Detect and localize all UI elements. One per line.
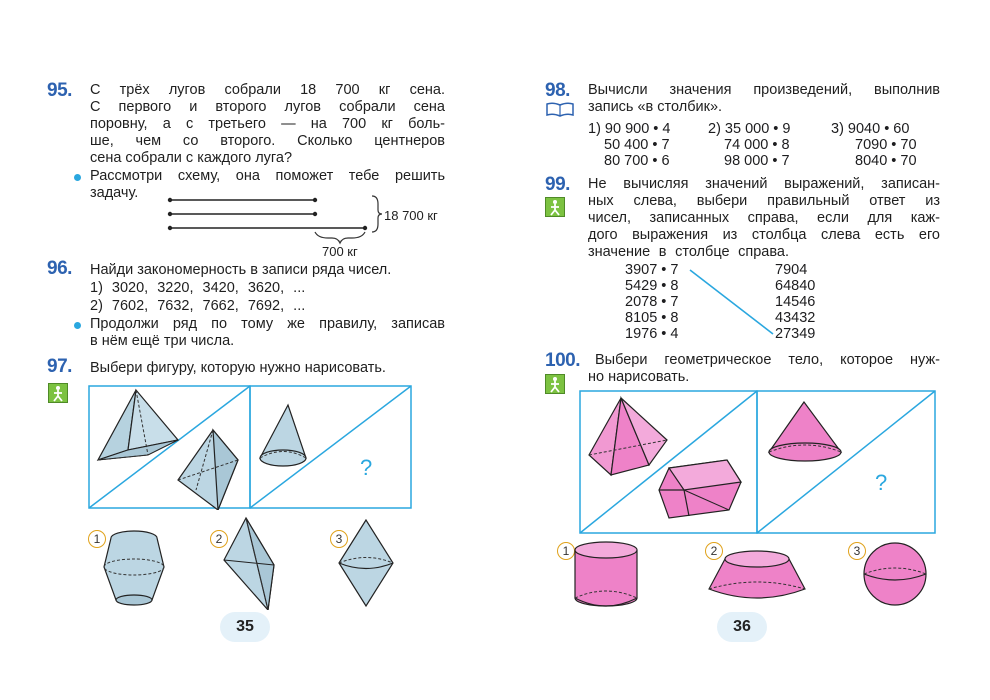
product-1b: 50 400 • 7 (604, 137, 670, 153)
bipyramid-shape (178, 430, 238, 510)
task-96-number: 96. (47, 258, 72, 279)
answer-4: 43432 (775, 310, 816, 326)
option-3-badge[interactable]: 3 (848, 542, 866, 560)
product-3c: 8040 • 70 (855, 153, 917, 169)
product-2a: 2) 35 000 • 9 (708, 121, 791, 137)
expression-5: 1976 • 4 (625, 326, 679, 342)
task-100-number: 100. (545, 350, 580, 371)
option-3-pink-sphere-shape[interactable] (861, 540, 931, 610)
hard-task-icon (545, 197, 565, 217)
cone-shape (260, 405, 306, 466)
task-99-line-4: дого выражения из столбца слева есть его (588, 227, 940, 243)
task-99-line-2: ных слева, выбери правильный ответ из (588, 193, 940, 209)
pink-cone-shape (769, 402, 841, 461)
task-99-line-1: Не вычисляя значений выражений, записан- (588, 176, 940, 192)
task-97-number: 97. (47, 356, 72, 377)
task-98-number: 98. (545, 80, 570, 101)
answer-5: 27349 (775, 326, 816, 342)
scheme-extra-label: 700 кг (322, 244, 358, 259)
task-98-line-2: запись «в столбик». (588, 99, 723, 115)
question-mark: ? (875, 470, 888, 495)
product-3b: 7090 • 70 (855, 137, 917, 153)
task-95-hint-line-1: Рассмотри схему, она поможет тебе решить (90, 168, 445, 184)
option-2-badge[interactable]: 2 (210, 530, 228, 548)
hard-task-icon (545, 374, 565, 394)
task-95-scheme (160, 190, 460, 260)
option-1-truncated-cone-shape[interactable] (100, 522, 170, 607)
task-95-line-4: ше, чем со второго. Сколько центнеров (90, 133, 445, 149)
task-96-line-1: Найди закономерность в записи ряда чисел. (90, 262, 392, 278)
option-3-badge[interactable]: 3 (330, 530, 348, 548)
question-mark: ? (360, 455, 373, 480)
task-95-number: 95. (47, 80, 72, 101)
task-99-line-5: значение в столбце справа. (588, 244, 789, 260)
pink-pyramid-shape (589, 398, 667, 475)
page-number-35: 35 (220, 612, 270, 642)
expression-1: 3907 • 7 (625, 262, 679, 278)
answer-1: 7904 (775, 262, 808, 278)
option-1-pink-cylinder-shape[interactable] (571, 538, 643, 608)
task-96-series-1: 1) 3020, 3220, 3420, 3620, ... (90, 280, 306, 296)
task-100-line-2: но нарисовать. (588, 369, 690, 385)
option-1-badge[interactable]: 1 (88, 530, 106, 548)
product-2c: 98 000 • 7 (724, 153, 790, 169)
task-95-hint-line-2: задачу. (90, 185, 139, 201)
option-2-badge[interactable]: 2 (705, 542, 723, 560)
task-97-figure-frame (88, 385, 413, 510)
product-1c: 80 700 • 6 (604, 153, 670, 169)
product-2b: 74 000 • 8 (724, 137, 790, 153)
answer-2: 64840 (775, 278, 816, 294)
product-1a: 1) 90 900 • 4 (588, 121, 671, 137)
option-3-double-cone-shape[interactable] (336, 518, 396, 608)
expression-3: 2078 • 7 (625, 294, 679, 310)
task-99-line-3: чисел, записанных справа, если для каж- (588, 210, 940, 226)
task-97-line-1: Выбери фигуру, которую нужно нарисовать. (90, 360, 386, 376)
matching-line (685, 262, 785, 342)
option-1-badge[interactable]: 1 (557, 542, 575, 560)
task-95-line-2: С первого и второго лугов собрали сена (90, 99, 445, 115)
option-2-bipyramid-shape[interactable] (218, 515, 278, 610)
book-icon (545, 101, 575, 117)
hint-bullet-icon (74, 322, 81, 329)
right-page (495, 0, 990, 700)
task-95-line-3: поровну, а с третьего — на 700 кг боль- (90, 116, 445, 132)
task-96-series-2: 2) 7602, 7632, 7662, 7692, ... (90, 298, 306, 314)
pink-prism-shape (659, 460, 741, 518)
task-98-line-1: Вычисли значения произведений, выполнив (588, 82, 940, 98)
task-100-line-1: Выбери геометрическое тело, которое нуж- (595, 352, 940, 368)
answer-3: 14546 (775, 294, 816, 310)
expression-4: 8105 • 8 (625, 310, 679, 326)
expression-2: 5429 • 8 (625, 278, 679, 294)
task-96-hint-line-2: в нём ещё три числа. (90, 333, 235, 349)
scheme-total-label: 18 700 кг (384, 208, 438, 223)
page-number-36: 36 (717, 612, 767, 642)
task-95-line-5: сена собрали с каждого луга? (90, 150, 293, 166)
task-96-hint-line-1: Продолжи ряд по тому же правилу, записав (90, 316, 445, 332)
task-100-figure-frame (579, 390, 937, 535)
task-95-line-1: С трёх лугов собрали 18 700 кг сена. (90, 82, 445, 98)
task-99-number: 99. (545, 174, 570, 195)
option-2-pink-truncated-cone-shape[interactable] (707, 545, 807, 605)
hard-task-icon (48, 383, 68, 403)
hint-bullet-icon (74, 174, 81, 181)
product-3a: 3) 9040 • 60 (831, 121, 910, 137)
